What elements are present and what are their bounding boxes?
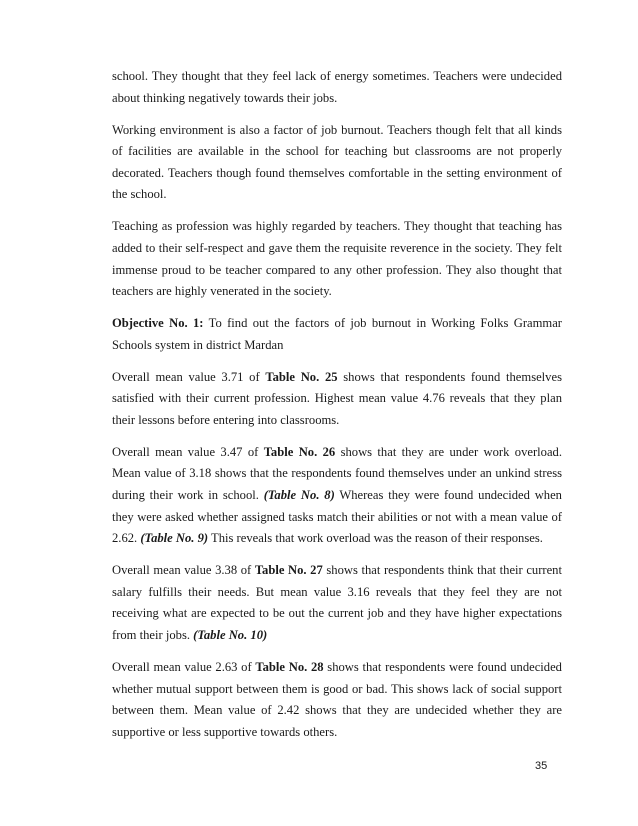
table-citation: (Table No. 8): [263, 488, 335, 503]
text-run: Overall mean value 3.47 of: [112, 444, 264, 459]
table-reference: Table No. 28: [255, 659, 324, 674]
document-page: [112, 66, 562, 754]
table-reference: Table No. 26: [263, 444, 336, 459]
text-run: shows that respondents think that their current salary fulfills their needs. But mean value 3.16 reveals that they feel they are not receiving what are expected to be out the current job and they have higher expectations from their jobs.: [112, 563, 562, 642]
page-number: 35: [535, 760, 548, 772]
paragraph-teaching-profession: [112, 216, 562, 302]
text-run: To find out the factors of job burnout in Working Folks Grammar Schools system in district Mardan: [112, 316, 562, 352]
paragraph-table-26: [112, 442, 562, 550]
text-run: shows that they are under work overload. Mean value of 3.18 shows that the respondents found themselves under an unkind stress during their work in school.: [112, 444, 562, 503]
text-run: school. They thought that they feel lack of energy sometimes. Teachers were undecided about thinking negatively towards their jobs.: [112, 69, 562, 105]
paragraph-objective-1: [112, 313, 562, 356]
text-run: Overall mean value 2.63 of: [112, 659, 256, 674]
paragraph-energy-negativity: [112, 66, 562, 109]
paragraph-table-27: [112, 560, 562, 646]
text-run: shows that respondents were found undecided whether mutual support between them is good or bad. This shows lack of social support between them. Mean value of 2.42 shows that they are undecided whether they are supportive or less supportive towards others.: [112, 659, 562, 739]
table-reference: Table No. 25: [265, 369, 338, 384]
paragraph-working-environment: [112, 120, 562, 206]
text-run: Teaching as profession was highly regarded by teachers. They thought that teaching has added to their self-respect and gave them the requisite reverence in the society. They felt immense proud to be teacher compared to any other profession. They also thought that teachers are highly venerated in the society.: [112, 219, 562, 299]
text-run: Overall mean value 3.71 of: [112, 369, 266, 384]
text-run: Overall mean value 3.38 of: [112, 563, 255, 578]
text-run: Whereas they were found undecided when they were asked whether assigned tasks match their abilities or not with a mean value of 2.62.: [112, 488, 562, 546]
table-citation: (Table No. 10): [193, 628, 268, 642]
table-citation: (Table No. 9): [140, 531, 209, 546]
text-run: shows that respondents found themselves satisfied with their current profession. Highest mean value 4.76 reveals that they plan their lessons before entering into classrooms.: [112, 369, 562, 427]
paragraph-table-28: [112, 657, 562, 743]
text-run: This reveals that work overload was the reason of their responses.: [208, 531, 543, 546]
objective-heading: Objective No. 1:: [112, 316, 204, 331]
table-reference: Table No. 27: [254, 563, 323, 578]
paragraph-table-25: [112, 367, 562, 432]
text-run: Working environment is also a factor of job burnout. Teachers though felt that all kinds of facilities are available in the school for teaching but classrooms are not properly decorated. Teachers though found themselves comfortable in the setting environment of the school.: [112, 122, 562, 202]
